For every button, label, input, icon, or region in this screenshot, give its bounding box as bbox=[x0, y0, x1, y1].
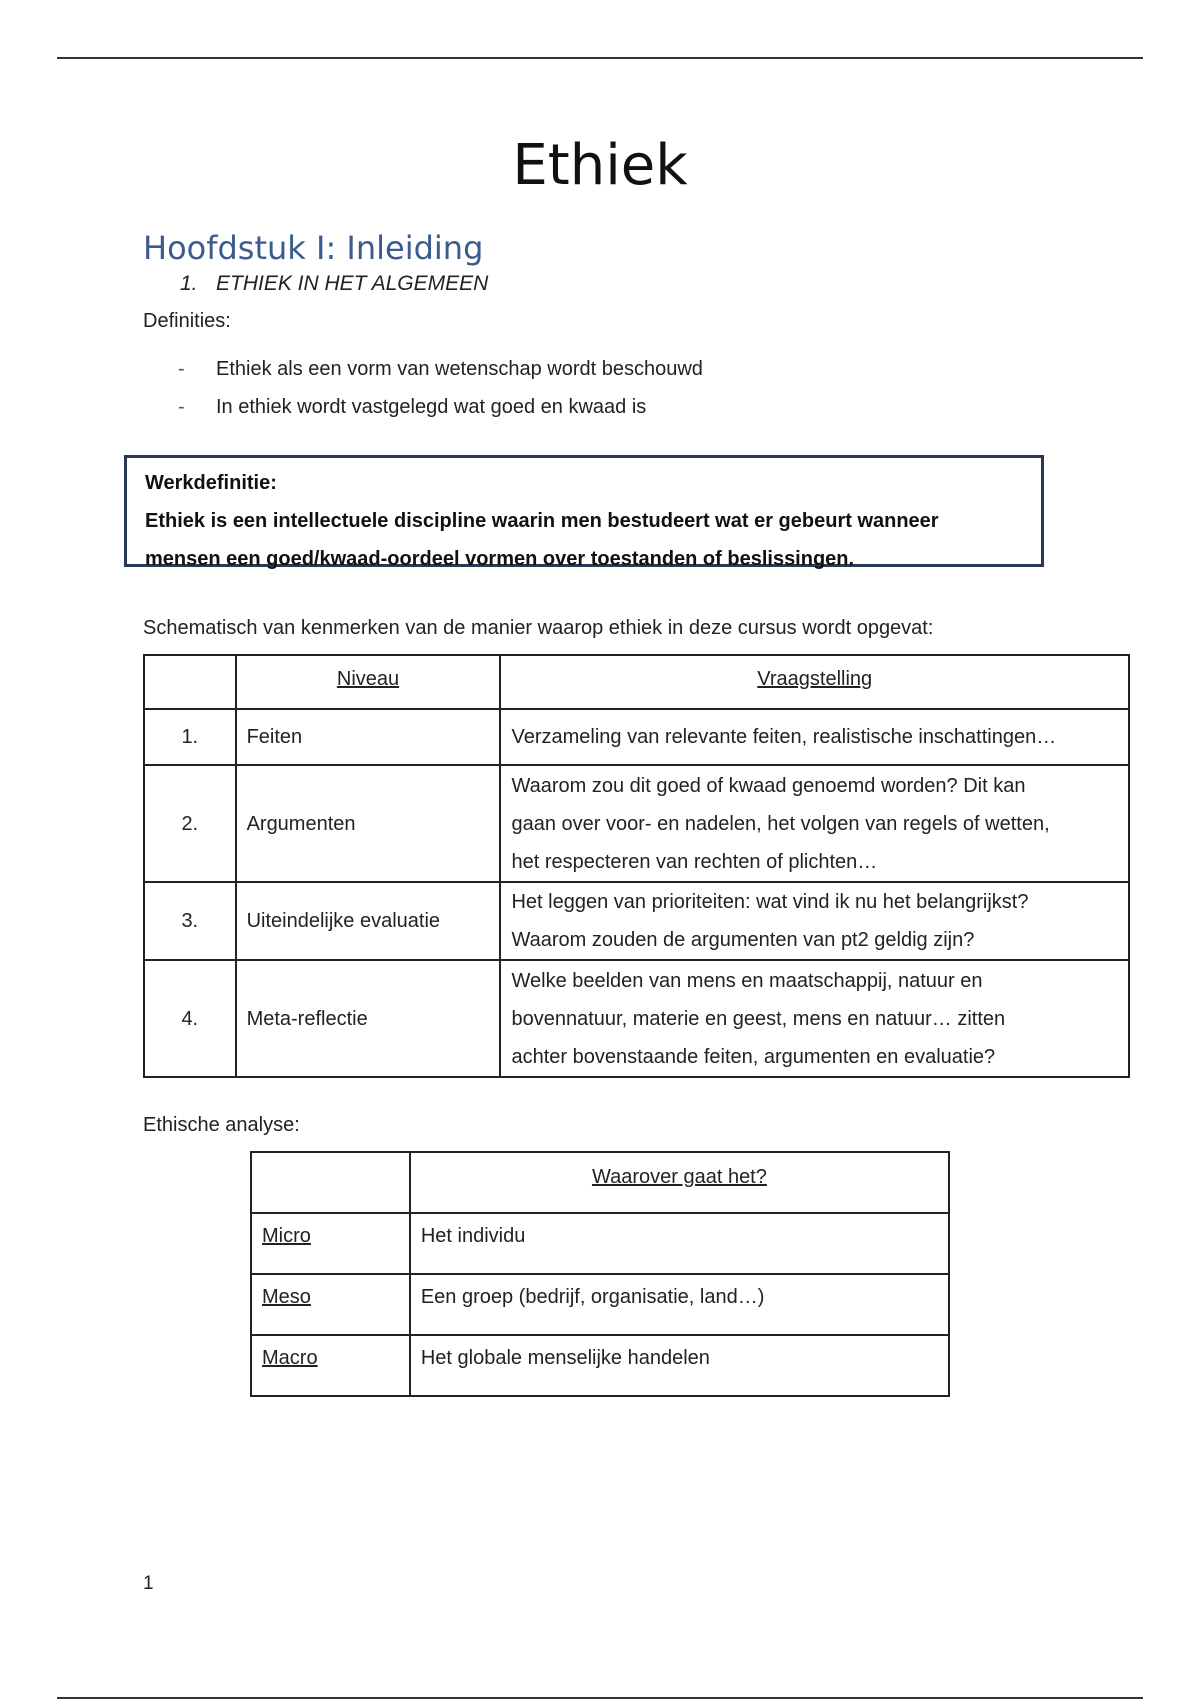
row-number: 3. bbox=[144, 882, 236, 960]
header-cell bbox=[410, 1152, 949, 1213]
header-cell bbox=[500, 655, 1129, 709]
page-number: 1 bbox=[143, 1573, 154, 1594]
row-level: Feiten bbox=[236, 709, 501, 765]
level-cell bbox=[251, 1335, 410, 1396]
header-cell bbox=[236, 655, 501, 709]
row-level: Argumenten bbox=[236, 765, 501, 882]
schema-table bbox=[143, 654, 1130, 1078]
row-number: 1. bbox=[144, 709, 236, 765]
row-question bbox=[500, 960, 1129, 1077]
table-row bbox=[144, 960, 1129, 1077]
section-heading bbox=[180, 273, 488, 294]
header-niveau: Niveau bbox=[336, 668, 400, 690]
list-item bbox=[178, 350, 703, 388]
bullet-marker: - bbox=[178, 396, 185, 418]
working-definition-line: Ethiek is een intellectuele discipline waarin men bestudeert wat er gebeurt wanneer bbox=[145, 510, 939, 532]
about-cell: Het individu bbox=[410, 1213, 949, 1274]
analysis-label: Ethische analyse: bbox=[143, 1114, 300, 1136]
question-line: Welke beelden van mens en maatschappij, natuur en bbox=[511, 969, 983, 992]
about-cell: Het globale menselijke handelen bbox=[410, 1335, 949, 1396]
header-vraagstelling: Vraagstelling bbox=[757, 668, 873, 690]
row-level: Meta-reflectie bbox=[236, 960, 501, 1077]
row-question bbox=[500, 765, 1129, 882]
list-item bbox=[178, 388, 703, 426]
header-waarover: Waarover gaat het? bbox=[591, 1166, 767, 1188]
table-row bbox=[251, 1274, 949, 1335]
level-label: Micro bbox=[262, 1225, 311, 1247]
table-row bbox=[251, 1213, 949, 1274]
level-label: Macro bbox=[262, 1347, 318, 1369]
working-definition-box bbox=[124, 455, 1044, 570]
level-cell bbox=[251, 1274, 410, 1335]
definitions-list bbox=[178, 350, 703, 426]
question-line: bovennatuur, materie en geest, mens en natuur… zitten bbox=[511, 1007, 1006, 1030]
table-row bbox=[251, 1335, 949, 1396]
table-row bbox=[144, 709, 1129, 765]
section-title: ETHIEK IN HET ALGEMEEN bbox=[216, 272, 489, 295]
question-line: Waarom zouden de argumenten van pt2 geldig zijn? bbox=[511, 929, 975, 951]
row-question bbox=[500, 882, 1129, 960]
header-cell bbox=[144, 655, 236, 709]
table-header-row bbox=[251, 1152, 949, 1213]
header-cell bbox=[251, 1152, 410, 1213]
question-line: Het leggen van prioriteiten: wat vind ik nu het belangrijkst? bbox=[511, 891, 1029, 913]
level-label: Meso bbox=[262, 1286, 311, 1308]
definition-text: In ethiek wordt vastgelegd wat goed en kwaad is bbox=[216, 396, 647, 418]
about-cell: Een groep (bedrijf, organisatie, land…) bbox=[410, 1274, 949, 1335]
working-definition-line: mensen een goed/kwaad-oordeel vormen over toestanden of beslissingen. bbox=[145, 548, 855, 570]
row-number: 4. bbox=[144, 960, 236, 1077]
table-row bbox=[144, 765, 1129, 882]
schema-label: Schematisch van kenmerken van de manier waarop ethiek in deze cursus wordt opgevat: bbox=[143, 617, 934, 639]
working-definition-label: Werkdefinitie: bbox=[145, 472, 277, 494]
bullet-marker: - bbox=[178, 358, 185, 380]
level-cell bbox=[251, 1213, 410, 1274]
definitions-label: Definities: bbox=[143, 310, 231, 332]
page-top-rule bbox=[57, 57, 1143, 59]
row-question: Verzameling van relevante feiten, realistische inschattingen… bbox=[500, 709, 1129, 765]
document-title: Ethiek bbox=[512, 133, 688, 198]
question-line: gaan over voor- en nadelen, het volgen van regels of wetten, bbox=[511, 812, 1050, 835]
chapter-heading: Hoofdstuk I: Inleiding bbox=[143, 229, 484, 267]
page-bottom-rule bbox=[57, 1697, 1143, 1699]
question-line: achter bovenstaande feiten, argumenten en evaluatie? bbox=[511, 1045, 996, 1068]
analysis-table bbox=[250, 1151, 950, 1397]
question-line: Waarom zou dit goed of kwaad genoemd worden? Dit kan bbox=[511, 774, 1026, 797]
row-level: Uiteindelijke evaluatie bbox=[236, 882, 501, 960]
table-header-row bbox=[144, 655, 1129, 709]
section-number: 1. bbox=[180, 272, 198, 295]
question-line: het respecteren van rechten of plichten… bbox=[511, 850, 878, 873]
definition-text: Ethiek als een vorm van wetenschap wordt beschouwd bbox=[216, 358, 703, 380]
table-row bbox=[144, 882, 1129, 960]
row-number: 2. bbox=[144, 765, 236, 882]
